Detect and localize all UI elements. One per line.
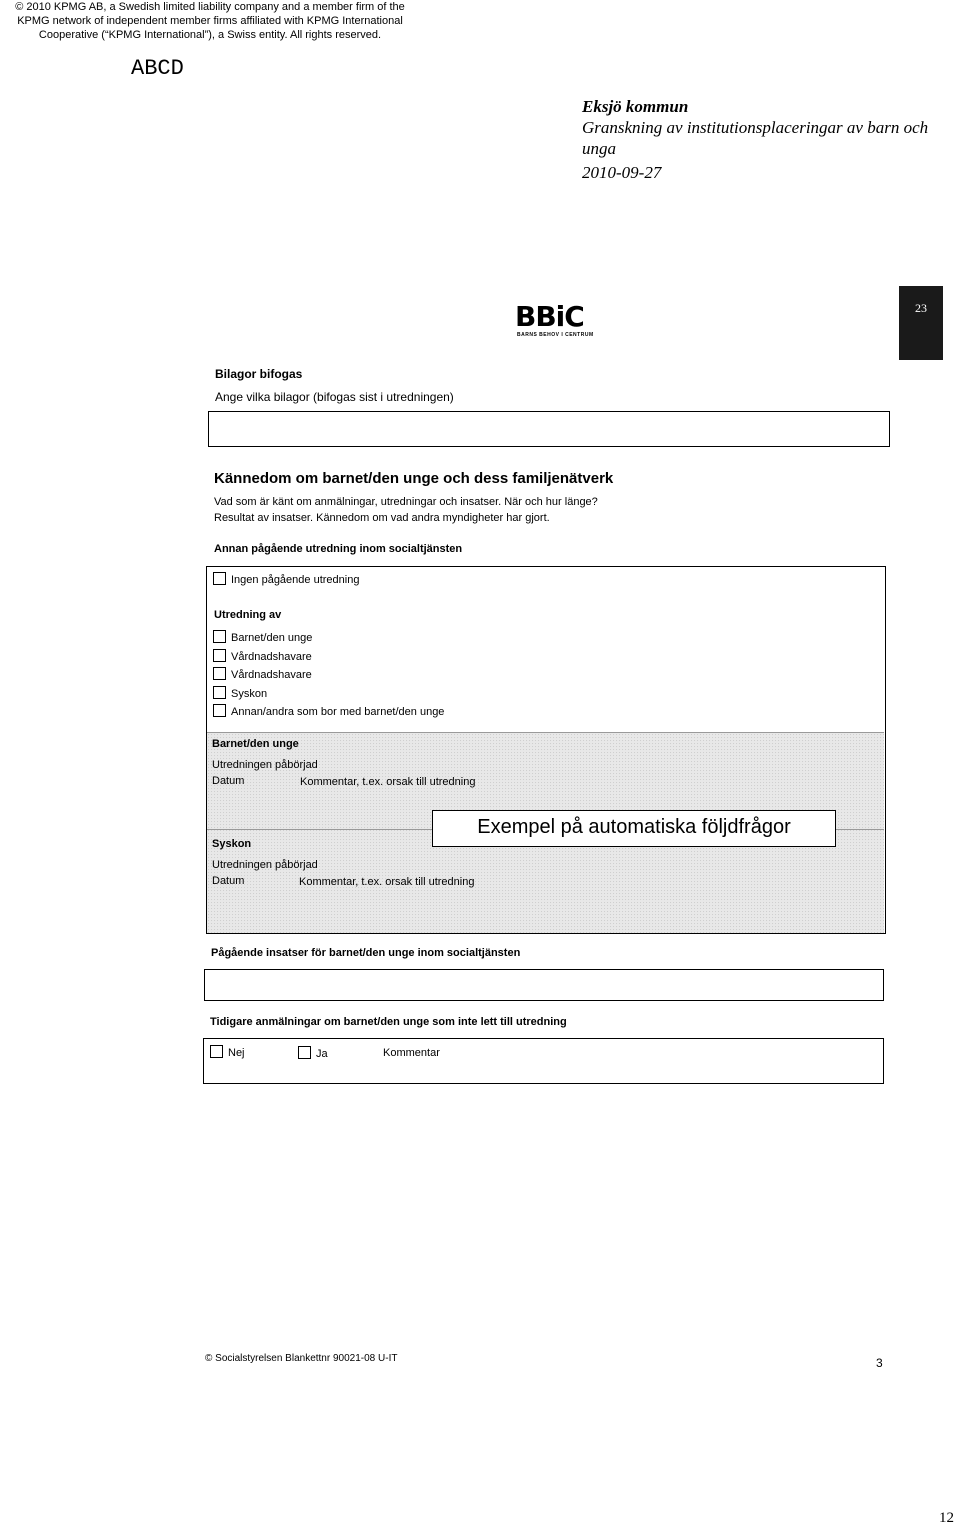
utredning-av-list [213, 629, 444, 722]
ingen-option[interactable] [213, 572, 359, 586]
brand-mark: ABCD [131, 56, 184, 81]
checkbox[interactable] [213, 704, 226, 717]
nej-option[interactable] [210, 1045, 245, 1059]
annan-utredning-title: Annan pågående utredning inom socialtjänsten [214, 543, 463, 555]
bbic-logo: BBiC [515, 300, 584, 333]
option-label: Syskon [231, 687, 268, 700]
utredning-av-option[interactable] [213, 648, 444, 667]
checkbox[interactable] [213, 649, 226, 662]
checkbox[interactable] [213, 667, 226, 680]
barnet-kommentar-label: Kommentar, t.ex. orsak till utredning [300, 776, 476, 788]
option-label: Vårdnadshavare [231, 650, 312, 663]
copyright-notice [5, 0, 415, 42]
tidigare-box [203, 1038, 884, 1084]
nej-checkbox[interactable] [210, 1045, 223, 1058]
pagaende-title: Pågående insatser för barnet/den unge inom socialtjänsten [211, 947, 521, 959]
ingen-checkbox[interactable] [213, 572, 226, 585]
municipality: Eksjö kommun [582, 97, 689, 116]
checkbox[interactable] [213, 686, 226, 699]
divider [207, 829, 432, 830]
utredning-av-option[interactable] [213, 703, 444, 722]
copyright-line-2: KPMG network of independent member firms affiliated with KPMG International [17, 15, 403, 27]
section-description-1: Vad som är känt om anmälningar, utredningar och insatser. När och hur länge? [214, 496, 598, 508]
pagaende-input[interactable] [204, 969, 884, 1001]
form-footer: © Socialstyrelsen Blankettnr 90021-08 U-IT [205, 1353, 398, 1364]
option-label: Vårdnadshavare [231, 669, 312, 681]
option-label: Barnet/den unge [231, 632, 313, 644]
ja-checkbox[interactable] [298, 1046, 311, 1059]
report-header [582, 96, 952, 183]
report-date: 2010-09-27 [582, 163, 662, 182]
copyright-line-1: © 2010 KPMG AB, a Swedish limited liability company and a member firm of the [15, 1, 405, 13]
ja-label: Ja [316, 1048, 328, 1060]
ingen-label: Ingen pågående utredning [231, 574, 360, 586]
utredning-av-option[interactable] [213, 666, 444, 685]
report-subtitle: Granskning av institutionsplaceringar av barn och unga [582, 118, 929, 158]
syskon-datum-label: Datum [212, 875, 245, 887]
bilagor-input[interactable] [208, 411, 890, 447]
bilagor-description: Ange vilka bilagor (bifogas sist i utredningen) [215, 390, 454, 404]
divider [834, 829, 884, 830]
syskon-started-label: Utredningen påbörjad [212, 859, 318, 871]
section-description-2: Resultat av insatser. Kännedom om vad andra myndigheter har gjort. [214, 512, 550, 524]
bbic-logo-subtitle: BARNS BEHOV I CENTRUM [517, 332, 594, 338]
kommentar-label: Kommentar [383, 1047, 440, 1059]
bilagor-title: Bilagor bifogas [215, 367, 303, 381]
page-tab: 23 [899, 286, 943, 360]
form-page-number: 3 [876, 1356, 883, 1370]
utredning-av-option[interactable] [213, 685, 444, 704]
tidigare-title: Tidigare anmälningar om barnet/den unge som inte lett till utredning [210, 1016, 567, 1028]
page-number: 12 [939, 1510, 954, 1526]
copyright-line-3: Cooperative (“KPMG International”), a Swiss entity. All rights reserved. [38, 29, 382, 41]
checkbox[interactable] [213, 630, 226, 643]
utredning-av-option[interactable] [213, 629, 444, 648]
barnet-block-title: Barnet/den unge [212, 738, 299, 750]
example-callout: Exempel på automatiska följdfrågor [432, 810, 836, 847]
option-label: Annan/andra som bor med barnet/den unge [231, 706, 445, 718]
barnet-datum-label: Datum [212, 775, 245, 787]
section-title: Kännedom om barnet/den unge och dess familjenätverk [214, 470, 614, 487]
nej-label: Nej [228, 1047, 245, 1059]
syskon-kommentar-label: Kommentar, t.ex. orsak till utredning [299, 876, 475, 888]
barnet-started-label: Utredningen påbörjad [212, 759, 318, 771]
syskon-block-title: Syskon [212, 838, 252, 850]
ja-option[interactable] [298, 1046, 328, 1060]
utredning-av-title: Utredning av [214, 609, 282, 621]
